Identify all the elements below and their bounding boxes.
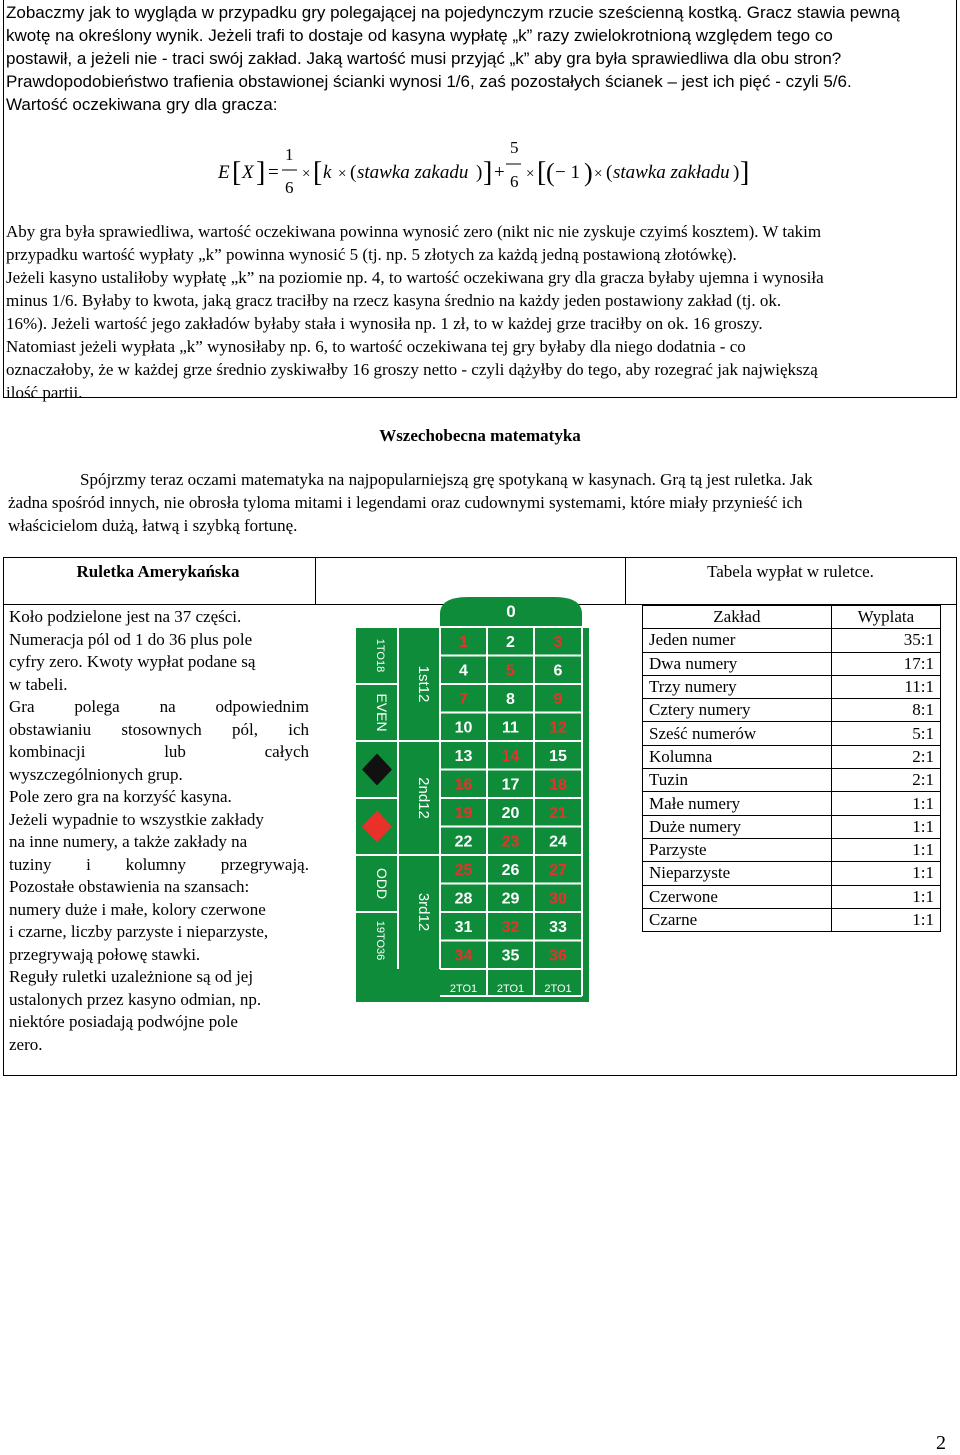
payout-bet: Duże numery xyxy=(643,815,832,838)
roulette-number: 26 xyxy=(501,861,520,879)
formula-num1: 1 xyxy=(285,145,294,164)
payout-value: 2:1 xyxy=(831,745,940,768)
roulette-number: 24 xyxy=(549,833,567,851)
description-line: Koło podzielone jest na 37 części. xyxy=(9,607,242,626)
svg-text:×: × xyxy=(302,166,311,182)
description-line: wyszczególnionych grup. xyxy=(9,764,183,784)
roulette-column-label: 2TO1 xyxy=(544,983,572,995)
roulette-number: 15 xyxy=(549,747,567,765)
description-line: Gra polega na odpowiednim xyxy=(9,697,309,716)
payout-bet: Dwa numery xyxy=(643,652,832,675)
fair-paragraph-line: 16%). Jeżeli wartość jego zakładów byłaby stała i wynosiła np. 1 zł, to w każdej grze traciłby on ok. 16 groszy. xyxy=(6,314,763,333)
roulette-dozen-label: 3rd12 xyxy=(415,892,432,932)
description-line: Reguły ruletki uzależnione są od jej xyxy=(9,967,254,986)
payout-value: 1:1 xyxy=(831,908,940,931)
description-line: przegrywają połowę stawki. xyxy=(9,944,201,964)
svg-text:[: [ xyxy=(313,157,323,188)
payout-bet: Czerwone xyxy=(643,885,832,908)
payout-row xyxy=(643,652,941,675)
fair-paragraph-line: Natomiast jeżeli wypłata „k” wynosiłaby np. 6, to wartość oczekiwana tej gry byłaby dla niego dodatnia - co xyxy=(6,337,746,356)
payout-bet: Kolumna xyxy=(643,745,832,768)
section-heading: Wszechobecna matematyka xyxy=(379,426,581,445)
payout-header-payout: Wyplata xyxy=(831,606,940,629)
payout-value: 2:1 xyxy=(831,769,940,792)
roulette-zero: 0 xyxy=(506,602,516,621)
formula-minus-one: − 1 xyxy=(555,162,580,183)
ruletka-title: Ruletka Amerykańska xyxy=(76,562,240,581)
description-line: cyfry zero. Kwoty wypłat podane są xyxy=(9,652,256,671)
payout-value: 1:1 xyxy=(831,862,940,885)
formula-num2: 5 xyxy=(510,140,519,157)
payout-value: 1:1 xyxy=(831,815,940,838)
svg-text:×: × xyxy=(338,166,347,182)
payout-row xyxy=(643,815,941,838)
payout-row xyxy=(643,675,941,698)
svg-text:]: ] xyxy=(740,157,750,188)
payout-bet: Parzyste xyxy=(643,838,832,861)
divider xyxy=(315,557,316,605)
roulette-number: 23 xyxy=(501,833,520,851)
svg-text:(: ( xyxy=(350,162,357,183)
payout-value: 35:1 xyxy=(831,629,940,652)
roulette-outside-label: ODD xyxy=(374,867,390,900)
fair-paragraph-line: minus 1/6. Byłaby to kwota, jaką gracz traciłby na rzecz kasyna średnio na każdy jeden postawiony zakład (tj. ok. xyxy=(6,291,782,310)
roulette-number: 3 xyxy=(553,633,563,651)
payout-row xyxy=(643,699,941,722)
roulette-number: 29 xyxy=(501,890,520,908)
roulette-outside-label: EVEN xyxy=(374,693,390,732)
roulette-number: 5 xyxy=(506,662,515,680)
intro-paragraph-line: Spójrzmy teraz oczami matematyka na najpopularniejszą grę spotykaną w kasynach. Grą tą jest ruletka. Jak xyxy=(80,470,813,489)
formula-den2: 6 xyxy=(510,172,519,191)
roulette-number: 36 xyxy=(549,947,567,965)
top-paragraph-line: postawił, a jeżeli nie - traci swój zakład. Jaką wartość musi przyjąć „k” aby gra była sprawiedliwa dla obu stron? xyxy=(6,49,842,68)
roulette-number: 2 xyxy=(506,633,515,651)
description-line: niektóre posiadają podwójne pole xyxy=(9,1012,238,1031)
roulette-number: 16 xyxy=(454,776,473,794)
svg-text:): ) xyxy=(584,158,593,187)
roulette-number: 25 xyxy=(454,861,473,879)
formula-var: X xyxy=(242,162,254,183)
payout-row xyxy=(643,792,941,815)
roulette-number: 14 xyxy=(501,747,520,765)
payout-bet: Jeden numer xyxy=(643,629,832,652)
fair-paragraph-line: Jeżeli kasyno ustaliłoby wypłatę „k” na poziomie np. 4, to wartość oczekiwana gry dla gracza byłaby ujemna i wynosiła xyxy=(6,268,824,287)
svg-text:(: ( xyxy=(546,158,555,187)
description-line: zero. xyxy=(9,1034,43,1054)
payout-value: 1:1 xyxy=(831,792,940,815)
payout-value: 5:1 xyxy=(831,722,940,745)
payout-value: 8:1 xyxy=(831,699,940,722)
payout-row xyxy=(643,885,941,908)
payout-table xyxy=(642,605,941,932)
page-number: 2 xyxy=(936,1432,946,1454)
top-paragraph-line: Wartość oczekiwana gry dla gracza: xyxy=(6,95,278,114)
roulette-column-label: 2TO1 xyxy=(449,983,478,995)
roulette-column-label: 2TO1 xyxy=(496,983,525,995)
roulette-number: 4 xyxy=(459,662,468,680)
roulette-number: 11 xyxy=(502,719,519,737)
payout-bet: Małe numery xyxy=(643,792,832,815)
payout-value: 1:1 xyxy=(831,885,940,908)
svg-text:+: + xyxy=(494,162,505,183)
payout-row xyxy=(643,862,941,885)
roulette-number: 30 xyxy=(549,890,567,908)
roulette-number: 28 xyxy=(454,890,473,908)
top-paragraph-line: Prawdopodobieństwo trafienia obstawionej ścianki wynosi 1/6, zaś pozostałych ścianek – jest ich pięć - czyli 5/6. xyxy=(6,72,852,91)
svg-text:]: ] xyxy=(256,157,266,188)
svg-text:(: ( xyxy=(606,162,613,183)
fair-paragraph-line: ilość partii. xyxy=(6,383,83,402)
roulette-table xyxy=(356,594,589,1002)
expected-value-formula xyxy=(200,140,780,210)
svg-text:[: [ xyxy=(537,157,547,188)
roulette-number: 35 xyxy=(501,947,520,965)
roulette-dozen-label: 1st12 xyxy=(415,665,432,703)
fair-paragraph-line: oznaczałoby, że w każdej grze średnio zyskiwałby 16 groszy netto - czyli dążyłby do tego, aby rozegrać jak największą xyxy=(6,360,818,379)
roulette-number: 9 xyxy=(553,690,563,708)
description-line: tuziny i kolumny przegrywają. xyxy=(9,854,309,874)
roulette-number: 12 xyxy=(549,719,567,737)
roulette-dozen-label: 2nd12 xyxy=(415,777,432,819)
roulette-number: 31 xyxy=(454,918,473,936)
svg-text:]: ] xyxy=(483,157,493,188)
payout-bet: Sześć numerów xyxy=(643,722,832,745)
roulette-outside-label: 19TO36 xyxy=(374,920,386,961)
description-line: i czarne, liczby parzyste i nieparzyste, xyxy=(9,922,269,941)
description-line: obstawianiu stosownych pól, ich xyxy=(9,719,309,739)
svg-text:=: = xyxy=(268,162,279,183)
svg-text:[: [ xyxy=(232,157,242,188)
payout-table-header xyxy=(643,606,941,629)
fair-paragraph-line: Aby gra była sprawiedliwa, wartość oczekiwana powinna wynosić zero (nikt nic nie zyskuje czyimś kosztem). W takim xyxy=(6,222,822,241)
roulette-number: 17 xyxy=(501,776,520,794)
divider xyxy=(625,557,626,605)
roulette-outside-label: 1TO18 xyxy=(374,638,386,673)
svg-text:): ) xyxy=(476,162,483,183)
description-line: Pozostałe obstawienia na szansach: xyxy=(9,877,250,896)
roulette-number: 13 xyxy=(454,747,473,765)
formula-lhs: E xyxy=(218,162,230,183)
description-line: Jeżeli wypadnie to wszystkie zakłady xyxy=(9,809,264,829)
tabela-title: Tabela wypłat w ruletce. xyxy=(707,562,874,581)
roulette-number: 27 xyxy=(549,861,567,879)
payout-bet: Czarne xyxy=(643,908,832,931)
description-line: Pole zero gra na korzyść kasyna. xyxy=(9,787,232,806)
top-paragraph-line: kwotę na określony wynik. Jeżeli trafi to dostaje od kasyna wypłatę „k” razy zwielokrotnioną względem tego co xyxy=(6,26,833,45)
fair-paragraph-line: przypadku wartość wypłaty „k” powinna wynosić 5 (tj. np. 5 złotych za każdą jedną postawioną złotówkę). xyxy=(6,245,737,264)
formula-k: k xyxy=(323,162,332,183)
formula-den1: 6 xyxy=(285,178,294,197)
payout-bet: Tuzin xyxy=(643,769,832,792)
roulette-number: 34 xyxy=(454,947,473,965)
svg-text:): ) xyxy=(733,162,740,183)
description-line: Numeracja pól od 1 do 36 plus pole xyxy=(9,629,253,649)
roulette-number: 22 xyxy=(454,833,473,851)
roulette-number: 10 xyxy=(454,719,473,737)
roulette-number: 8 xyxy=(506,690,515,708)
roulette-description xyxy=(9,606,309,1056)
svg-text:×: × xyxy=(526,166,535,182)
roulette-number: 6 xyxy=(553,662,563,680)
intro-paragraph-line: właścicielom dużą, łatwą i szybką fortunę. xyxy=(8,516,298,535)
roulette-number: 19 xyxy=(454,804,473,822)
top-paragraph-line: Zobaczmy jak to wygląda w przypadku gry polegającej na pojedynczym rzucie sześcienną kostką. Gracz stawia pewną xyxy=(6,3,900,22)
roulette-number: 1 xyxy=(459,633,468,651)
roulette-number: 7 xyxy=(459,690,468,708)
formula-term1: stawka zakadu xyxy=(357,162,469,183)
roulette-number: 32 xyxy=(501,918,520,936)
formula-term2: stawka zakładu xyxy=(613,162,730,183)
payout-row xyxy=(643,629,941,652)
payout-row xyxy=(643,838,941,861)
intro-paragraph-line: żadna spośród innych, nie obrosła tyloma mitami i legendami oraz cudownymi systemami, które miały przynieść ich xyxy=(8,493,803,512)
payout-header-bet: Zakład xyxy=(643,606,832,629)
roulette-number: 18 xyxy=(549,776,567,794)
payout-bet: Trzy numery xyxy=(643,675,832,698)
description-line: kombinacji lub całych xyxy=(9,742,309,761)
payout-value: 11:1 xyxy=(831,675,940,698)
payout-row xyxy=(643,769,941,792)
payout-row xyxy=(643,722,941,745)
roulette-number: 21 xyxy=(549,804,567,822)
roulette-number: 33 xyxy=(549,918,567,936)
payout-row xyxy=(643,745,941,768)
description-line: w tabeli. xyxy=(9,674,68,694)
payout-bet: Nieparzyste xyxy=(643,862,832,885)
description-line: na inne numery, a także zakłady na xyxy=(9,832,248,851)
payout-bet: Cztery numery xyxy=(643,699,832,722)
payout-value: 1:1 xyxy=(831,838,940,861)
roulette-number: 20 xyxy=(501,804,520,822)
payout-value: 17:1 xyxy=(831,652,940,675)
svg-text:×: × xyxy=(594,166,603,182)
description-line: numery duże i małe, kolory czerwone xyxy=(9,899,266,919)
description-line: ustalonych przez kasyno odmian, np. xyxy=(9,989,262,1009)
payout-row xyxy=(643,908,941,931)
